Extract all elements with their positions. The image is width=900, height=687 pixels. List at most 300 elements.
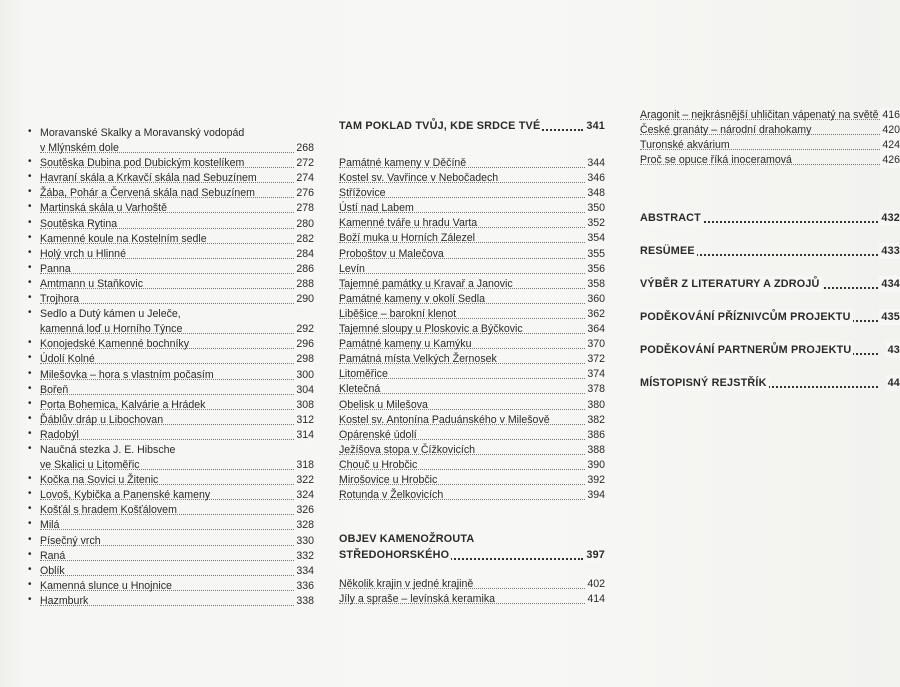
page-number: 420 — [880, 123, 900, 138]
bullet-icon: • — [28, 563, 32, 575]
page-number: 360 — [585, 292, 605, 307]
toc-line — [640, 138, 900, 153]
page-number: 286 — [294, 262, 314, 277]
bullet-icon: • — [28, 427, 32, 439]
toc-entry[interactable] — [339, 201, 605, 216]
toc-line — [339, 307, 605, 322]
entry-title: Košťál s hradem Košťálovem — [40, 504, 177, 517]
entry-title: Radobýl — [40, 428, 79, 441]
toc-line — [40, 186, 314, 201]
page-number: 268 — [294, 141, 314, 156]
page-number: 328 — [294, 518, 314, 533]
entry-title: ve Skalici u Litoměřic — [40, 459, 140, 472]
toc-entry[interactable] — [28, 246, 314, 262]
page-number: 378 — [585, 382, 605, 397]
entry-title: Boží muka u Horních Zálezel — [339, 232, 476, 245]
toc-line — [40, 277, 314, 292]
toc-entry[interactable] — [28, 231, 314, 247]
toc-line — [339, 577, 605, 592]
entry-title: Památné kameny v Děčíně — [339, 157, 467, 169]
leader-dots — [40, 262, 294, 274]
page-number: 394 — [585, 488, 605, 503]
toc-entry[interactable] — [28, 397, 314, 413]
page-number: 352 — [585, 216, 605, 231]
entry-title: Moravanské Skalky a Moravanský vodopád — [40, 127, 245, 139]
section-page-number: 433 — [881, 245, 900, 258]
page-number: 336 — [294, 579, 314, 594]
toc-entry[interactable] — [339, 398, 605, 413]
toc-line — [40, 156, 314, 171]
page-number: 402 — [585, 577, 605, 592]
toc-entry[interactable] — [339, 428, 605, 443]
page-number: 276 — [294, 186, 314, 201]
toc-entry[interactable] — [339, 488, 605, 503]
bullet-icon: • — [28, 156, 32, 168]
toc-entry[interactable] — [28, 292, 314, 307]
toc-line — [339, 473, 605, 488]
toc-entry[interactable] — [28, 518, 314, 533]
section-page-number: 43 — [887, 344, 900, 357]
page-number: 298 — [294, 352, 314, 367]
page-number: 358 — [585, 277, 605, 292]
toc-entry[interactable] — [28, 503, 314, 518]
toc-line — [40, 262, 314, 277]
toc-line — [40, 383, 314, 398]
entry-title: České granáty – národní drahokamy — [640, 124, 812, 137]
toc-column-1 — [28, 126, 314, 609]
toc-entry[interactable] — [28, 352, 314, 367]
toc-column-3 — [640, 108, 900, 408]
section-heading[interactable] — [640, 276, 900, 292]
section-entries — [339, 577, 605, 607]
entry-title: Amtmann u Staňkovic — [40, 277, 144, 290]
bullet-icon: • — [28, 382, 32, 394]
toc-line — [339, 247, 605, 262]
toc-line — [339, 201, 605, 216]
page-number: 296 — [294, 337, 314, 352]
toc-entry[interactable] — [28, 578, 314, 594]
bullet-icon: • — [28, 473, 32, 485]
toc-line — [40, 549, 314, 564]
toc-line — [40, 247, 314, 262]
section-title: PODĚKOVÁNÍ PŘÍZNIVCŮM PROJEKTU — [640, 311, 851, 324]
entry-title: Bořeň — [40, 383, 69, 396]
toc-line — [339, 186, 605, 201]
toc-entry[interactable] — [28, 367, 314, 383]
toc-line — [40, 141, 314, 156]
page-number: 322 — [294, 473, 314, 488]
entry-title: Kočka na Sovici u Žitenic — [40, 474, 159, 487]
toc-line — [40, 352, 314, 367]
entry-title: Rotunda v Želkovicích — [339, 489, 444, 502]
page-number: 278 — [294, 201, 314, 216]
page-number: 284 — [294, 247, 314, 262]
toc-line — [339, 382, 605, 397]
section-entries — [640, 108, 900, 168]
bullet-icon: • — [28, 186, 32, 198]
entry-title: Levín — [339, 262, 365, 275]
entry-title: Jíly a spraše – levínská keramika — [339, 593, 496, 606]
bullet-icon: • — [28, 231, 32, 243]
bullet-icon: • — [28, 442, 32, 454]
toc-line — [339, 488, 605, 503]
entry-title: Soutěska Dubina pod Dubickým kostelíkem — [40, 157, 245, 170]
toc-line — [40, 171, 314, 186]
page-number: 330 — [294, 534, 314, 549]
entry-title: kamenná loď u Horního Týnce — [40, 323, 183, 336]
page-number: 292 — [294, 322, 314, 337]
page-number: 372 — [585, 352, 605, 367]
page-number: 388 — [585, 443, 605, 458]
entry-title: Kletečná — [339, 383, 381, 396]
toc-entry[interactable] — [28, 337, 314, 352]
toc-entry[interactable] — [28, 427, 314, 443]
toc-entry[interactable] — [28, 412, 314, 428]
toc-line — [339, 443, 605, 458]
page-number: 334 — [294, 564, 314, 579]
toc-line — [40, 307, 314, 322]
toc-entry[interactable] — [339, 577, 605, 592]
toc-entry[interactable] — [28, 382, 314, 398]
bullet-icon: • — [28, 593, 32, 605]
toc-line — [40, 488, 314, 503]
toc-line — [40, 458, 314, 473]
toc-entry[interactable] — [28, 533, 314, 549]
section-title: RESÜMEE — [640, 245, 695, 258]
page-number: 362 — [585, 307, 605, 322]
toc-line — [40, 428, 314, 443]
toc-entry[interactable] — [339, 247, 605, 262]
page-number: 374 — [585, 367, 605, 382]
entry-title: Památné kameny u Kamýku — [339, 338, 472, 351]
entry-title: Obelisk u Milešova — [339, 398, 428, 411]
entry-title: Ústí nad Labem — [339, 202, 414, 215]
entry-title: Střížovice — [339, 187, 386, 200]
page-number: 354 — [585, 231, 605, 246]
toc-entry[interactable] — [28, 201, 314, 216]
section-heading[interactable] — [640, 309, 900, 325]
section-title: VÝBĚR Z LITERATURY A ZDROJŮ — [640, 278, 820, 291]
toc-entry[interactable] — [339, 382, 605, 397]
leader-dots — [339, 262, 585, 274]
toc-entry[interactable] — [640, 153, 900, 168]
entry-title: Kostel sv. Vavřince v Nebočadech — [339, 172, 499, 185]
page-number: 332 — [294, 549, 314, 564]
section-title-line1: OBJEV KAMENOŽROUTA — [339, 533, 475, 546]
toc-entry[interactable] — [339, 473, 605, 488]
section-heading-objev-line2[interactable] — [339, 547, 605, 563]
entry-title: Raná — [40, 549, 66, 562]
section-heading[interactable] — [640, 342, 900, 358]
entry-title: Proč se opuce říká inoceramová — [640, 154, 792, 167]
toc-entry[interactable] — [339, 337, 605, 352]
bullet-icon: • — [28, 578, 32, 590]
toc-entry[interactable] — [339, 171, 605, 186]
toc-line — [339, 413, 605, 428]
page-number: 288 — [294, 277, 314, 292]
section-page-number: 434 — [881, 278, 900, 291]
toc-line — [339, 352, 605, 367]
section-heading-tam-poklad[interactable] — [339, 118, 605, 134]
bullet-icon: • — [28, 533, 32, 545]
entry-title: Konojedské Kamenné bochníky — [40, 338, 190, 351]
toc-line — [640, 153, 900, 168]
toc-entry[interactable] — [339, 592, 605, 607]
entry-title: Písečný vrch — [40, 534, 101, 547]
toc-entry[interactable] — [28, 261, 314, 277]
section-title: MÍSTOPISNÝ REJSTŘÍK — [640, 377, 767, 390]
bullet-icon: • — [28, 276, 32, 288]
entry-title: Porta Bohemica, Kalvárie a Hrádek — [40, 398, 206, 411]
bullet-icon: • — [28, 216, 32, 228]
toc-column-2 — [339, 118, 605, 607]
toc-entry[interactable] — [640, 108, 900, 123]
entry-title: Litoměřice — [339, 368, 388, 381]
entry-title: Trojhora — [40, 293, 80, 306]
bullet-icon: • — [28, 352, 32, 364]
bullet-icon: • — [28, 307, 32, 319]
page-number: 282 — [294, 232, 314, 247]
page-number: 356 — [585, 262, 605, 277]
page-number: 392 — [585, 473, 605, 488]
toc-line — [339, 292, 605, 307]
section-heading[interactable] — [640, 375, 900, 391]
entry-title: Kamenné tváře u hradu Varta — [339, 217, 478, 230]
page-number: 312 — [294, 413, 314, 428]
page-number: 386 — [585, 428, 605, 443]
entry-title: Martinská skála u Varhoště — [40, 202, 167, 215]
entry-title: Milá — [40, 519, 60, 532]
leader-dots — [40, 518, 294, 530]
toc-line — [40, 126, 314, 141]
bullet-icon: • — [28, 126, 32, 137]
toc-line — [40, 201, 314, 216]
section-heading[interactable] — [640, 210, 900, 226]
toc-entry[interactable] — [339, 307, 605, 322]
entry-title: Tajemné památky u Kravař a Janovic — [339, 277, 513, 290]
toc-entry[interactable] — [28, 442, 314, 473]
entry-title: Ježíšova stopa v Čížkovicích — [339, 443, 476, 456]
toc-line — [339, 398, 605, 413]
toc-line — [339, 367, 605, 382]
section-title-line2: STŘEDOHORSKÉHO — [339, 549, 450, 562]
toc-line — [339, 458, 605, 473]
page-number: 346 — [585, 171, 605, 186]
bullet-icon: • — [28, 261, 32, 273]
toc-entry[interactable] — [28, 593, 314, 609]
entry-title: Památné kameny v okolí Sedla — [339, 292, 486, 305]
bullet-icon: • — [28, 548, 32, 560]
page-number: 274 — [294, 171, 314, 186]
toc-entry[interactable] — [640, 138, 900, 153]
toc-line — [40, 337, 314, 352]
page-number: 364 — [585, 322, 605, 337]
leader-dots — [40, 564, 294, 576]
bullet-icon: • — [28, 337, 32, 349]
toc-entry[interactable] — [339, 367, 605, 382]
page-number: 414 — [585, 592, 605, 607]
entry-title: Kostel sv. Antonína Paduánského v Milešově — [339, 413, 550, 426]
toc-line — [40, 518, 314, 533]
toc-line — [40, 579, 314, 594]
toc-entry[interactable] — [28, 276, 314, 292]
entry-title: Proboštov u Malečova — [339, 247, 444, 260]
back-matter-headings — [640, 210, 900, 391]
toc-line — [339, 156, 605, 171]
page-number: 426 — [880, 153, 900, 168]
entry-title: Liběšice – barokní klenot — [339, 307, 457, 320]
entry-title: Aragonit – nejkrásnější uhličitan vápenatý na světě — [640, 109, 879, 121]
page-number: 380 — [585, 398, 605, 413]
toc-entry[interactable] — [339, 186, 605, 201]
bullet-icon: • — [28, 397, 32, 409]
toc-line — [339, 171, 605, 186]
toc-entry[interactable] — [28, 488, 314, 503]
toc-entry[interactable] — [339, 277, 605, 292]
page-number: 326 — [294, 503, 314, 518]
entry-title: Soutěska Rytina — [40, 217, 118, 230]
toc-entry[interactable] — [339, 262, 605, 277]
section-heading-objev-line1[interactable] — [339, 531, 605, 547]
page-number: 280 — [294, 217, 314, 232]
entry-title: Chouč u Hrobčic — [339, 458, 418, 471]
page-number: 370 — [585, 337, 605, 352]
entry-title: Několik krajin v jedné krajině — [339, 578, 474, 591]
section-page-number: 44 — [887, 377, 900, 390]
toc-entry[interactable] — [28, 548, 314, 564]
entry-title: Opárenské údolí — [339, 428, 417, 441]
toc-entry[interactable] — [28, 126, 314, 156]
toc-entry[interactable] — [339, 156, 605, 171]
toc-line — [40, 564, 314, 579]
toc-line — [339, 592, 605, 607]
page-number: 304 — [294, 383, 314, 398]
section-title: PODĚKOVÁNÍ PARTNERŮM PROJEKTU — [640, 344, 852, 357]
entry-title: Ďáblův dráp u Libochovan — [40, 413, 164, 426]
entry-title: Oblík — [40, 564, 65, 577]
toc-line — [339, 262, 605, 277]
bullet-icon: • — [28, 412, 32, 424]
toc-line — [40, 232, 314, 247]
toc-line — [40, 292, 314, 307]
entry-title: Mirošovice u Hrobčic — [339, 473, 438, 486]
toc-line — [339, 322, 605, 337]
toc-entry[interactable] — [339, 292, 605, 307]
toc-line — [339, 277, 605, 292]
entry-title: Hazmburk — [40, 594, 89, 607]
bullet-icon: • — [28, 367, 32, 379]
page-number: 318 — [294, 458, 314, 473]
page-number: 314 — [294, 428, 314, 443]
entry-title: v Mlýnském dole — [40, 142, 119, 155]
page-number: 424 — [880, 138, 900, 153]
bullet-icon: • — [28, 488, 32, 500]
toc-line — [40, 217, 314, 232]
toc-line — [40, 413, 314, 428]
page-number: 300 — [294, 368, 314, 383]
section-heading[interactable] — [640, 243, 900, 259]
section-page-number: 397 — [586, 549, 605, 562]
toc-entry[interactable] — [640, 123, 900, 138]
toc-entry[interactable] — [28, 186, 314, 201]
page-number: 348 — [585, 186, 605, 201]
section-page-number: 435 — [881, 311, 900, 324]
page-number: 350 — [585, 201, 605, 216]
page-number: 355 — [585, 247, 605, 262]
entry-title: Turonské akvárium — [640, 139, 730, 152]
section-entries — [339, 156, 605, 503]
toc-line — [40, 534, 314, 549]
toc-line — [339, 428, 605, 443]
toc-entry[interactable] — [28, 156, 314, 171]
section-page-number: 432 — [881, 212, 900, 225]
toc-line — [40, 443, 314, 458]
entry-title: Lovoš, Kybička a Panenské kameny — [40, 489, 211, 502]
toc-entry[interactable] — [339, 443, 605, 458]
toc-entry[interactable] — [28, 473, 314, 488]
entry-title: Údolí Kolné — [40, 353, 95, 366]
page-number: 290 — [294, 292, 314, 307]
toc-entry[interactable] — [28, 171, 314, 186]
entry-title: Milešovka – hora s vlastním počasím — [40, 368, 214, 381]
toc-entry[interactable] — [339, 322, 605, 337]
entry-title: Panna — [40, 262, 71, 275]
toc-entry[interactable] — [28, 307, 314, 337]
page-number: 272 — [294, 156, 314, 171]
entry-title: Kamenná slunce u Hnojnice — [40, 579, 172, 592]
entry-title: Holý vrch u Hlinné — [40, 247, 126, 260]
section-title: ABSTRACT — [640, 212, 701, 225]
leader-dots — [40, 549, 294, 561]
bullet-icon: • — [28, 292, 32, 304]
page-number: 416 — [880, 108, 900, 123]
toc-line — [339, 231, 605, 246]
entry-title: Naučná stezka J. E. Hibsche — [40, 443, 176, 456]
toc-line — [40, 503, 314, 518]
bullet-icon: • — [28, 518, 32, 530]
page-number: 390 — [585, 458, 605, 473]
toc-entry[interactable] — [339, 216, 605, 231]
entry-title: Tajemné sloupy u Ploskovic a Býčkovic — [339, 323, 523, 336]
toc-entry[interactable] — [339, 458, 605, 473]
toc-line — [40, 368, 314, 383]
entry-title: Památná místa Velkých Žernosek — [339, 353, 497, 366]
toc-entry[interactable] — [28, 216, 314, 232]
toc-entry[interactable] — [339, 413, 605, 428]
toc-entry[interactable] — [339, 231, 605, 246]
leader-dots — [40, 383, 294, 395]
bullet-icon: • — [28, 171, 32, 183]
page-number: 344 — [585, 156, 605, 171]
toc-entry[interactable] — [28, 563, 314, 579]
bullet-icon: • — [28, 201, 32, 213]
bullet-icon: • — [28, 246, 32, 258]
bullet-icon: • — [28, 503, 32, 515]
toc-line — [339, 216, 605, 231]
toc-line — [640, 123, 900, 138]
section-page-number: 341 — [586, 120, 605, 132]
toc-line — [339, 337, 605, 352]
toc-line — [40, 322, 314, 337]
page-number: 382 — [585, 413, 605, 428]
entry-title: Havraní skála a Krkavčí skála nad Sebuzínem — [40, 172, 257, 185]
page-number: 324 — [294, 488, 314, 503]
toc-line — [40, 473, 314, 488]
toc-line — [40, 398, 314, 413]
toc-line — [640, 108, 900, 123]
section-title: TAM POKLAD TVŮJ, KDE SRDCE TVÉ — [339, 120, 541, 132]
toc-entry[interactable] — [339, 352, 605, 367]
